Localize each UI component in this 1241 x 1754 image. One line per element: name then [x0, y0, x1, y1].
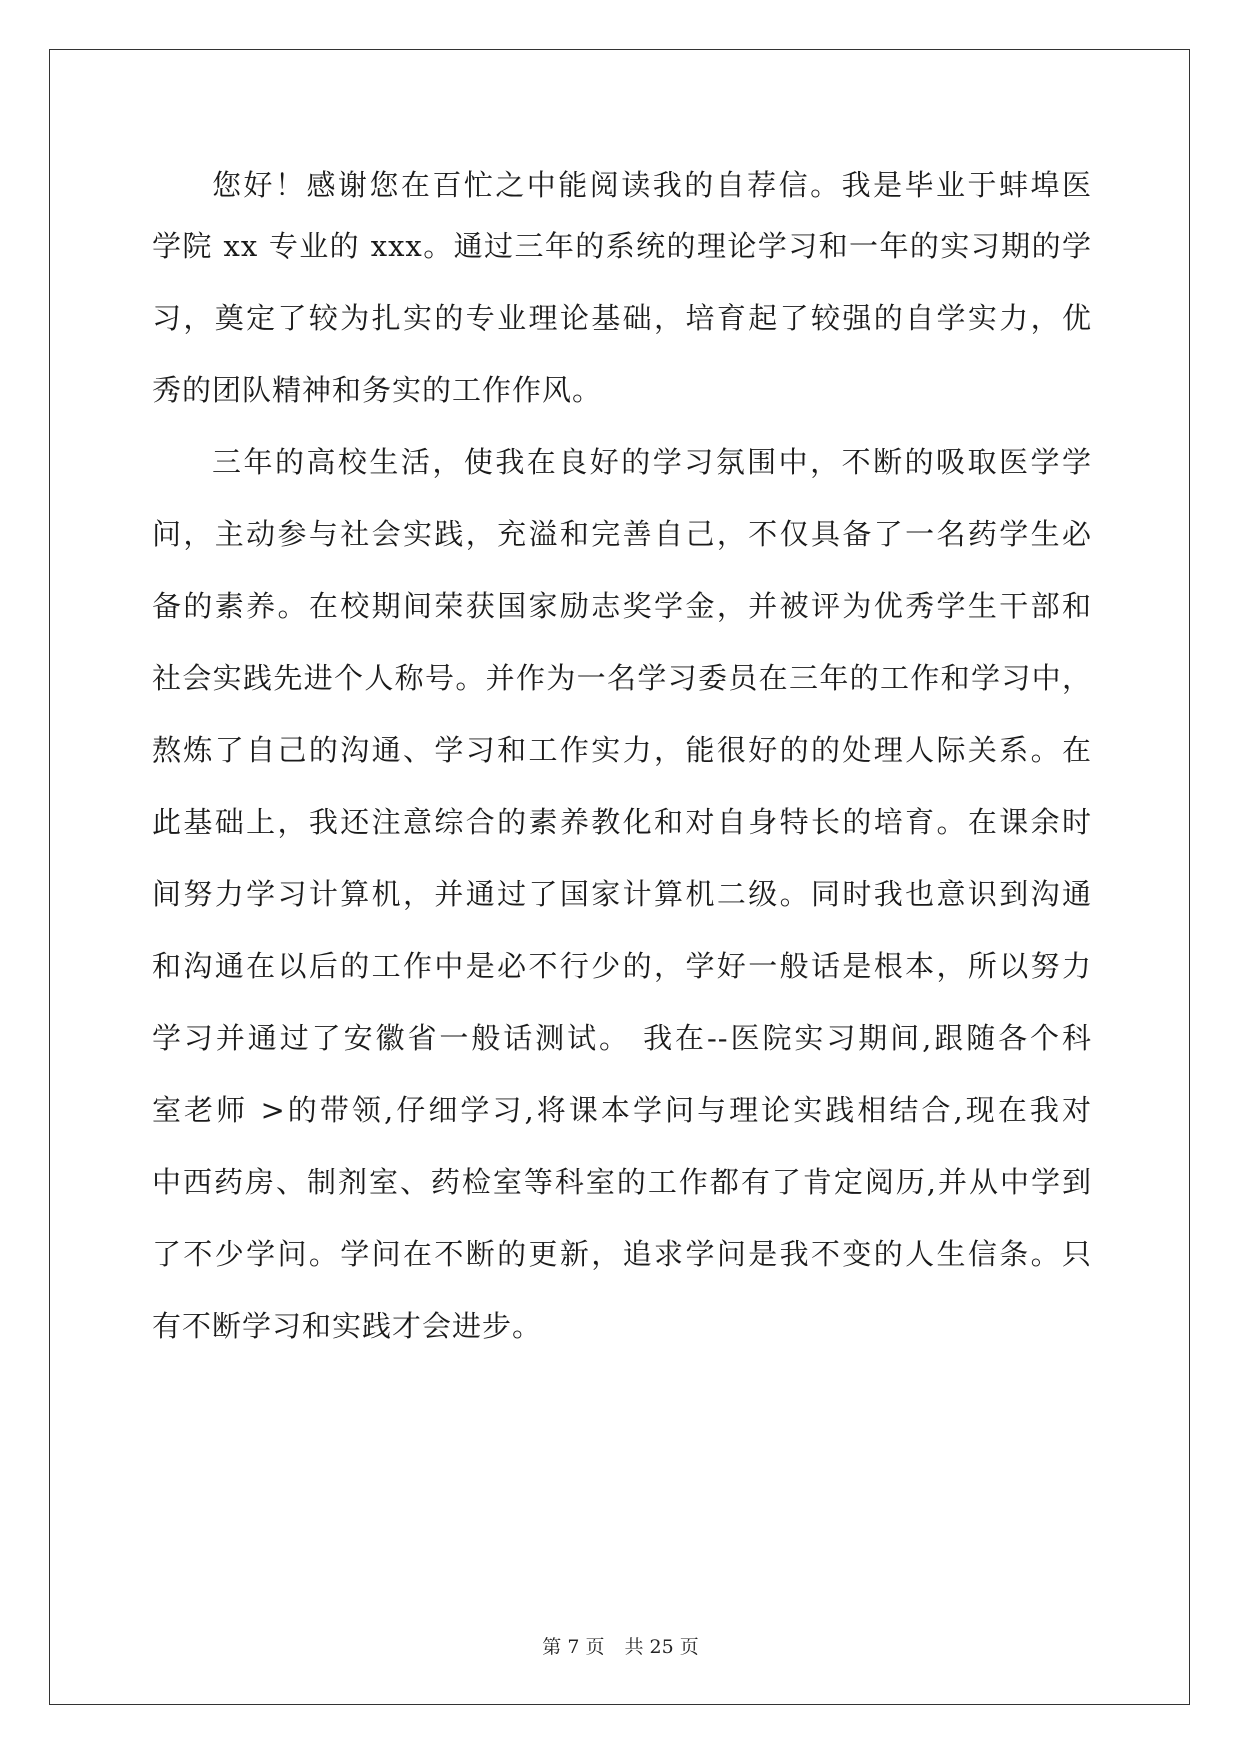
paragraph-2-line-13: 有不断学习和实践才会进步。	[152, 1309, 543, 1343]
paragraph-2-line-5: 熬炼了自己的沟通、学习和工作实力，能很好的的处理人际关系。在	[152, 733, 1092, 767]
paragraph-2-line-8: 和沟通在以后的工作中是必不行少的，学好一般话是根本，所以努力	[152, 949, 1092, 983]
paragraph-2-line-6: 此基础上，我还注意综合的素养教化和对自身特长的培育。在课余时	[152, 805, 1092, 839]
paragraph-1-line-1: 您好！感谢您在百忙之中能阅读我的自荐信。我是毕业于蚌埠医	[212, 168, 1092, 202]
paragraph-2-line-3: 备的素养。在校期间荣获国家励志奖学金，并被评为优秀学生干部和	[152, 589, 1092, 623]
page-number-current: 第 7 页	[542, 1636, 605, 1658]
paragraph-2-line-9: 学习并通过了安徽省一般话测试。 我在--医院实习期间,跟随各个科	[152, 1021, 1092, 1055]
paragraph-2-line-12: 了不少学问。学问在不断的更新，追求学问是我不变的人生信条。只	[152, 1237, 1092, 1271]
page-number-total: 共 25 页	[624, 1636, 699, 1658]
paragraph-2-line-7: 间努力学习计算机，并通过了国家计算机二级。同时我也意识到沟通	[152, 877, 1092, 911]
paragraph-1-line-3: 习，奠定了较为扎实的专业理论基础，培育起了较强的自学实力，优	[152, 301, 1092, 335]
paragraph-1-line-2: 学院 xx 专业的 xxx。通过三年的系统的理论学习和一年的实习期的学	[152, 229, 1092, 263]
paragraph-2-line-10: 室老师 >的带领,仔细学习,将课本学问与理论实践相结合,现在我对	[152, 1093, 1092, 1127]
paragraph-2-line-4: 社会实践先进个人称号。并作为一名学习委员在三年的工作和学习中，	[152, 661, 1092, 695]
paragraph-2-line-11: 中西药房、制剂室、药检室等科室的工作都有了肯定阅历,并从中学到	[152, 1165, 1092, 1199]
paragraph-1-line-4: 秀的团队精神和务实的工作作风。	[152, 373, 603, 407]
page-footer	[0, 1635, 1241, 1659]
paragraph-2-line-2: 问，主动参与社会实践，充溢和完善自己，不仅具备了一名药学生必	[152, 517, 1092, 551]
paragraph-2-line-1: 三年的高校生活，使我在良好的学习氛围中，不断的吸取医学学	[212, 445, 1092, 479]
